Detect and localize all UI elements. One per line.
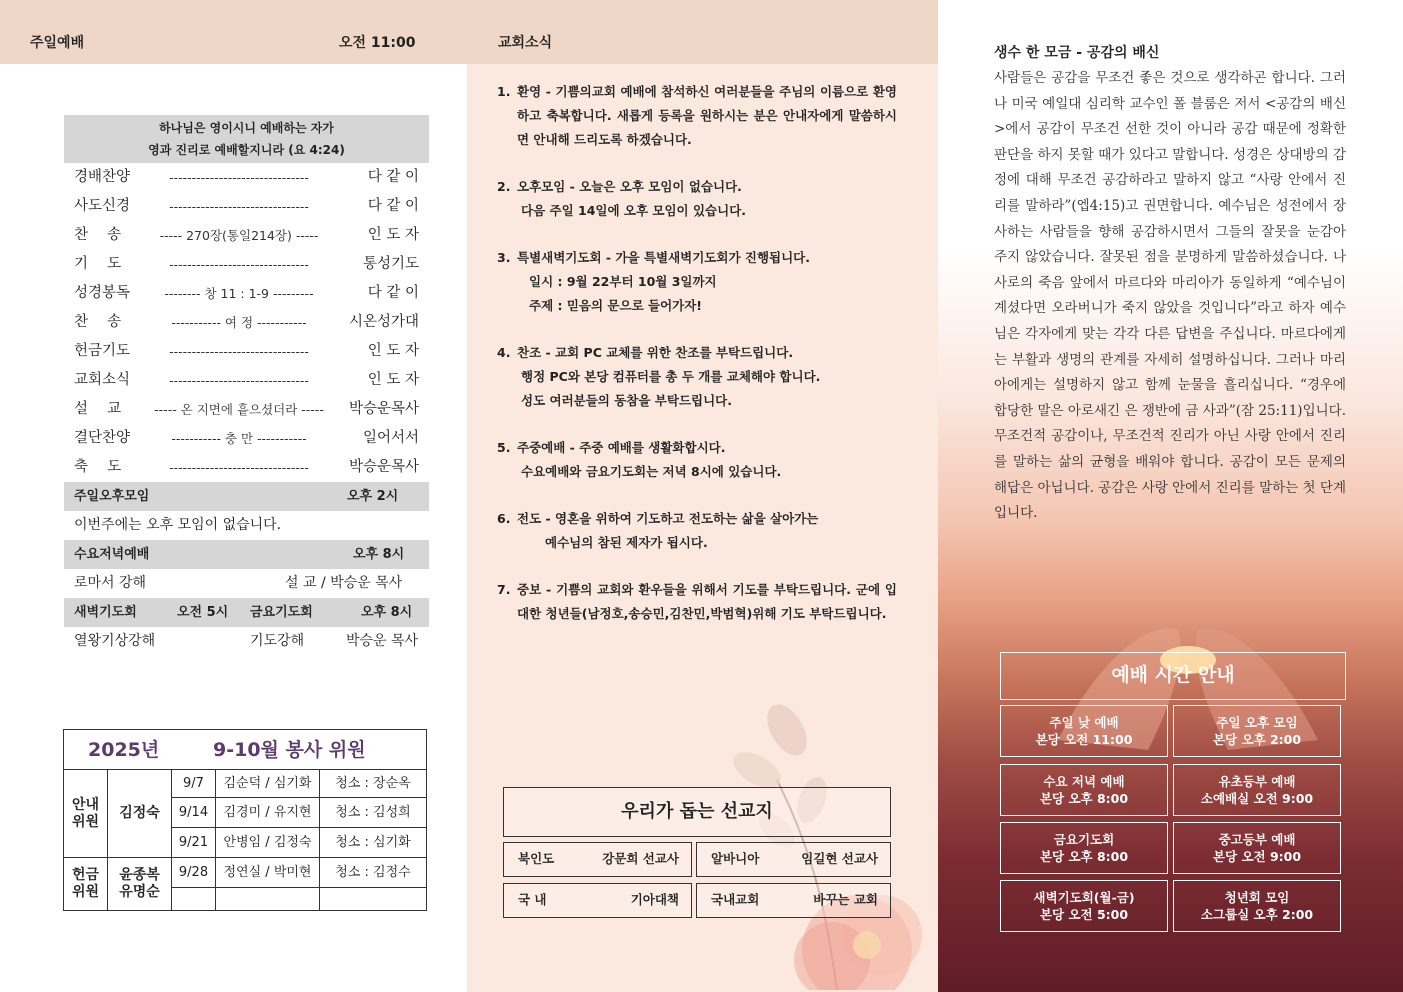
flower-illustration: [717, 690, 937, 990]
dawn-preacher: 박승운 목사: [346, 633, 419, 649]
schedule-title: 예배 시간 안내: [1000, 652, 1346, 700]
server-guides: 안병임 / 김정숙: [216, 828, 320, 858]
order-item-name: 찬 송: [74, 227, 122, 243]
news-text: 특별새벽기도회 - 가을 특별새벽기도회가 진행됩니다.: [517, 250, 810, 265]
order-item-name: 설 교: [74, 401, 122, 417]
schedule-item: [1173, 822, 1341, 874]
schedule-name: 청년회 모임: [1224, 890, 1290, 905]
news-number: 2.: [497, 179, 511, 194]
server-guides: 정연실 / 박미현: [216, 858, 320, 888]
schedule-info: 본당 오후 8:00: [1039, 791, 1129, 806]
wednesday-preacher: 설 교 / 박승운 목사: [285, 575, 403, 591]
wednesday-detail-row: [64, 569, 429, 598]
news-text: 중보 - 기쁨의 교회와 환우들을 위해서 기도를 부탁드립니다. 군에 입대한 청년들(남정호,송승민,김찬민,박범혁)위해 기도 부탁드립니다.: [517, 582, 897, 621]
mission-place: 알바니아: [711, 851, 760, 866]
servers-year: 2025년: [88, 739, 160, 761]
schedule-name: 주일 오후 모임: [1216, 715, 1298, 730]
order-item-name: 헌금기도: [74, 343, 131, 359]
order-item-detail: ----- 온 지면에 흩으셨더라 -----: [154, 402, 324, 417]
order-item-detail: -------------------------------: [169, 257, 309, 272]
order-rows: [64, 163, 429, 482]
server-empty-cell: [172, 888, 216, 910]
sunday-pm-note: 이번주에는 오후 모임이 없습니다.: [74, 517, 282, 533]
server-cleaning: 청소 : 장순옥: [320, 770, 426, 798]
order-item-detail: -------------------------------: [169, 460, 309, 475]
column-title: 생수 한 모금 - 공감의 배신: [994, 45, 1160, 61]
schedule-item: [1173, 880, 1341, 932]
order-row: [64, 163, 429, 192]
news-item: [497, 175, 897, 223]
servers-grid: [64, 770, 426, 910]
order-item-leader: 다 같 이: [367, 285, 419, 301]
mission-item: [503, 883, 692, 918]
order-row: [64, 250, 429, 279]
order-row: [64, 192, 429, 221]
schedule-name: 새벽기도회(월-금): [1033, 890, 1135, 905]
news-number: 7.: [497, 582, 511, 597]
order-item-detail: ----- 270장(통일214장) -----: [159, 228, 319, 243]
schedule-info: 본당 오후 8:00: [1039, 849, 1129, 864]
schedule-name: 주일 낮 예배: [1049, 715, 1119, 730]
news-number: 6.: [497, 511, 511, 526]
mission-partner: 바꾸는 교회: [813, 892, 878, 907]
offering-label: 헌금 위원: [64, 858, 108, 910]
service-time: 오전 11:00: [339, 35, 416, 51]
server-date: 9/28: [172, 858, 216, 888]
wednesday-row: [64, 540, 429, 569]
news-item: [497, 80, 897, 152]
order-item-detail: -------------------------------: [169, 199, 309, 214]
servers-heading: 9-10월 봉사 위원: [213, 739, 366, 761]
schedule-item: [1173, 705, 1341, 757]
mission-place: 북인도: [518, 851, 555, 866]
order-item-detail: -------------------------------: [169, 170, 309, 185]
sunday-pm-note-row: [64, 511, 429, 540]
order-item-name: 성경봉독: [74, 285, 131, 301]
schedule-name: 금요기도회: [1053, 832, 1115, 847]
news-number: 1.: [497, 84, 511, 99]
schedule-item: [1000, 822, 1168, 874]
server-date: 9/14: [172, 798, 216, 828]
news-number: 4.: [497, 345, 511, 360]
schedule-name: 수요 저녁 예배: [1043, 774, 1125, 789]
friday-time: 오후 8시: [361, 605, 413, 620]
server-guides: 김순덕 / 심기화: [216, 770, 320, 798]
schedule-info: 본당 오후 2:00: [1212, 732, 1302, 747]
order-item-leader: 인 도 자: [367, 227, 419, 243]
server-empty-cell: [216, 888, 320, 910]
servers-table: [63, 729, 427, 911]
offering-names: 윤종복 유명순: [108, 858, 172, 910]
dawn-friday-row: [64, 598, 429, 627]
schedule-info: 소예배실 오전 9:00: [1200, 791, 1314, 806]
sunday-pm-row: [64, 482, 429, 511]
news-item: [497, 578, 897, 626]
guide-name: 김정숙: [108, 770, 172, 858]
dawn-topic: 열왕기상강해: [74, 633, 156, 649]
news-item: [497, 507, 897, 555]
order-item-detail: -------------------------------: [169, 373, 309, 388]
order-item-name: 찬 송: [74, 314, 122, 330]
order-item-leader: 박승운목사: [348, 459, 419, 475]
mission-item: [696, 883, 891, 918]
news-text-line: 행정 PC와 본당 컴퓨터를 총 두 개를 교체해야 합니다.: [521, 369, 821, 384]
order-item-leader: 통성기도: [362, 256, 419, 272]
order-row: [64, 308, 429, 337]
verse-box: [64, 115, 429, 163]
schedule-item: [1000, 880, 1168, 932]
missions-title: 우리가 돕는 선교지: [503, 787, 891, 837]
order-item-name: 경배찬양: [74, 169, 131, 185]
news-text: 환영 - 기쁨의교회 예배에 참석하신 여러분들을 주님의 이름으로 환영하고 축복합니다. 새롭게 등록을 원하시는 분은 안내자에게 말씀하시면 안내해 드리도록 하겠습니다.: [517, 84, 897, 147]
column-panel: [938, 0, 1403, 992]
order-item-name: 축 도: [74, 459, 122, 475]
order-item-leader: 인 도 자: [367, 343, 419, 359]
service-title: 주일예배: [30, 35, 85, 51]
column-body: 사람들은 공감을 무조건 좋은 것으로 생각하곤 합니다. 그러나 미국 예일대 심리학 교수인 폴 블룸은 저서 <공감의 배신>에서 공감이 무조건 선한 것이 아니라 공감 때문에 정확한 판단을 하지 못할 때가 있다고 말합니다. 성경은 상대방의 감정에 대해 무조건 공감하라고 말하지 않고 “사랑 안에서 진리를 말하라”(엡4:15)고 권면합니다. 예수님은 성전에서 장사하는 사람들을 향해 공감하시면서 그들의 잘못을 눈감아 주지 않았습니다. 잘못된 점을 분명하게 말씀하셨습니다. 나사로의 죽음 앞에서 마르다와 마리아가 동일하게 “예수님이 계셨다면 오라버니가 죽지 않았을 것입니다”라고 하자 예수님은 각자에게 맞는 각각 다른 답변을 주십니다. 마르다에게는 부활과 생명의 관계를 자세히 설명하십니다. 그러나 마리아에게는 설명하지 않고 함께 눈물을 흘리십니다. “경우에 합당한 말은 아로새긴 은 쟁반에 금 사과”(잠 25:11)입니다. 무조건적 공감이나, 무조건적 진리가 아닌 사랑 안에서 진리를 말하는 삶의 균형을 배워야 합니다. 공감이 모든 문제의 해답은 아닙니다. 공감은 사랑 안에서 진리를 말하는 첫 단계입니다.: [994, 70, 1346, 522]
order-item-name: 교회소식: [74, 372, 131, 388]
dawn-time: 오전 5시: [177, 605, 229, 620]
news-text-line: 예수님의 참된 제자가 됩시다.: [545, 535, 708, 550]
order-item-name: 결단찬양: [74, 430, 131, 446]
schedule-item: [1173, 764, 1341, 816]
order-row: [64, 337, 429, 366]
schedule-info: 소그룹실 오후 2:00: [1200, 907, 1314, 922]
servers-title: [64, 730, 426, 770]
mission-item: [503, 842, 692, 877]
mission-place: 국내교회: [711, 892, 760, 907]
order-item-leader: 박승운목사: [348, 401, 419, 417]
news-text-line: 수요예배와 금요기도회는 저녁 8시에 있습니다.: [521, 464, 782, 479]
dawn-label: 새벽기도회: [74, 605, 137, 620]
server-empty-cell: [320, 888, 426, 910]
wednesday-label: 수요저녁예배: [74, 547, 150, 562]
order-item-leader: 다 같 이: [367, 169, 419, 185]
schedule-info: 본당 오전 11:00: [1035, 732, 1133, 747]
news-number: 3.: [497, 250, 511, 265]
mission-partner: 강문희 선교사: [602, 851, 679, 866]
order-row: [64, 221, 429, 250]
order-item-leader: 시온성가대: [348, 314, 419, 330]
news-item: [497, 436, 897, 484]
worship-order-panel: [0, 0, 467, 992]
mission-partner: 임길현 선교사: [801, 851, 878, 866]
sunday-pm-time: 오후 2시: [347, 489, 399, 504]
order-row: [64, 366, 429, 395]
news-text: 오후모임 - 오늘은 오후 모임이 없습니다.: [517, 179, 742, 194]
guide-label: 안내 위원: [64, 770, 108, 858]
order-row: [64, 424, 429, 453]
order-row: [64, 395, 429, 424]
news-text-line: 일시 : 9월 22부터 10월 3일까지: [529, 274, 717, 289]
wednesday-time: 오후 8시: [353, 547, 405, 562]
dawn-friday-detail-row: [64, 627, 429, 656]
order-item-name: 사도신경: [74, 198, 131, 214]
order-row: [64, 453, 429, 482]
friday-label: 금요기도회: [250, 605, 313, 620]
schedule-item: [1000, 764, 1168, 816]
server-date: 9/7: [172, 770, 216, 798]
news-number: 5.: [497, 440, 511, 455]
schedule-item: [1000, 705, 1168, 757]
friday-topic: 기도강해: [250, 633, 305, 649]
mission-place: 국 내: [518, 892, 547, 907]
church-news-panel: [467, 0, 938, 992]
news-text-line: 주제 : 믿음의 문으로 들어가자!: [529, 298, 703, 313]
order-row: [64, 279, 429, 308]
order-item-leader: 일어서서: [362, 430, 419, 446]
order-item-leader: 인 도 자: [367, 372, 419, 388]
order-item-leader: 다 같 이: [367, 198, 419, 214]
news-text-line: 성도 여러분들의 동참을 부탁드립니다.: [521, 393, 733, 408]
server-date: 9/21: [172, 828, 216, 858]
verse-line-2: 영과 진리로 예배할지니라 (요 4:24): [148, 143, 345, 157]
server-cleaning: 청소 : 김정수: [320, 858, 426, 888]
news-text: 전도 - 영혼을 위하여 기도하고 전도하는 삶을 살아가는: [517, 511, 819, 526]
mission-item: [696, 842, 891, 877]
order-item-name: 기 도: [74, 256, 122, 272]
order-item-detail: -------------------------------: [169, 344, 309, 359]
order-item-detail: ----------- 여 정 -----------: [171, 315, 307, 330]
verse-line-1: 하나님은 영이시니 예배하는 자가: [159, 121, 334, 135]
server-cleaning: 청소 : 심기화: [320, 828, 426, 858]
news-item: [497, 341, 897, 413]
server-guides: 김경미 / 유지현: [216, 798, 320, 828]
order-item-detail: ----------- 충 만 -----------: [171, 431, 307, 446]
schedule-info: 본당 오전 5:00: [1039, 907, 1129, 922]
order-item-detail: -------- 창 11 : 1-9 ---------: [164, 286, 314, 301]
schedule-info: 본당 오전 9:00: [1212, 849, 1302, 864]
schedule-name: 중고등부 예배: [1218, 832, 1296, 847]
news-item: [497, 246, 897, 318]
news-text: 주중예배 - 주중 예배를 생활화합시다.: [517, 440, 726, 455]
mission-partner: 기아대책: [630, 892, 679, 907]
worship-order-table: [64, 115, 429, 656]
news-text-line: 다음 주일 14일에 오후 모임이 있습니다.: [521, 203, 747, 218]
news-text: 찬조 - 교회 PC 교체를 위한 찬조를 부탁드립니다.: [517, 345, 794, 360]
news-list: [497, 80, 897, 649]
sunday-pm-label: 주일오후모임: [74, 489, 150, 504]
server-cleaning: 청소 : 김성희: [320, 798, 426, 828]
schedule-name: 유초등부 예배: [1218, 774, 1296, 789]
wednesday-topic: 로마서 강해: [74, 575, 147, 591]
news-title: 교회소식: [498, 35, 553, 51]
